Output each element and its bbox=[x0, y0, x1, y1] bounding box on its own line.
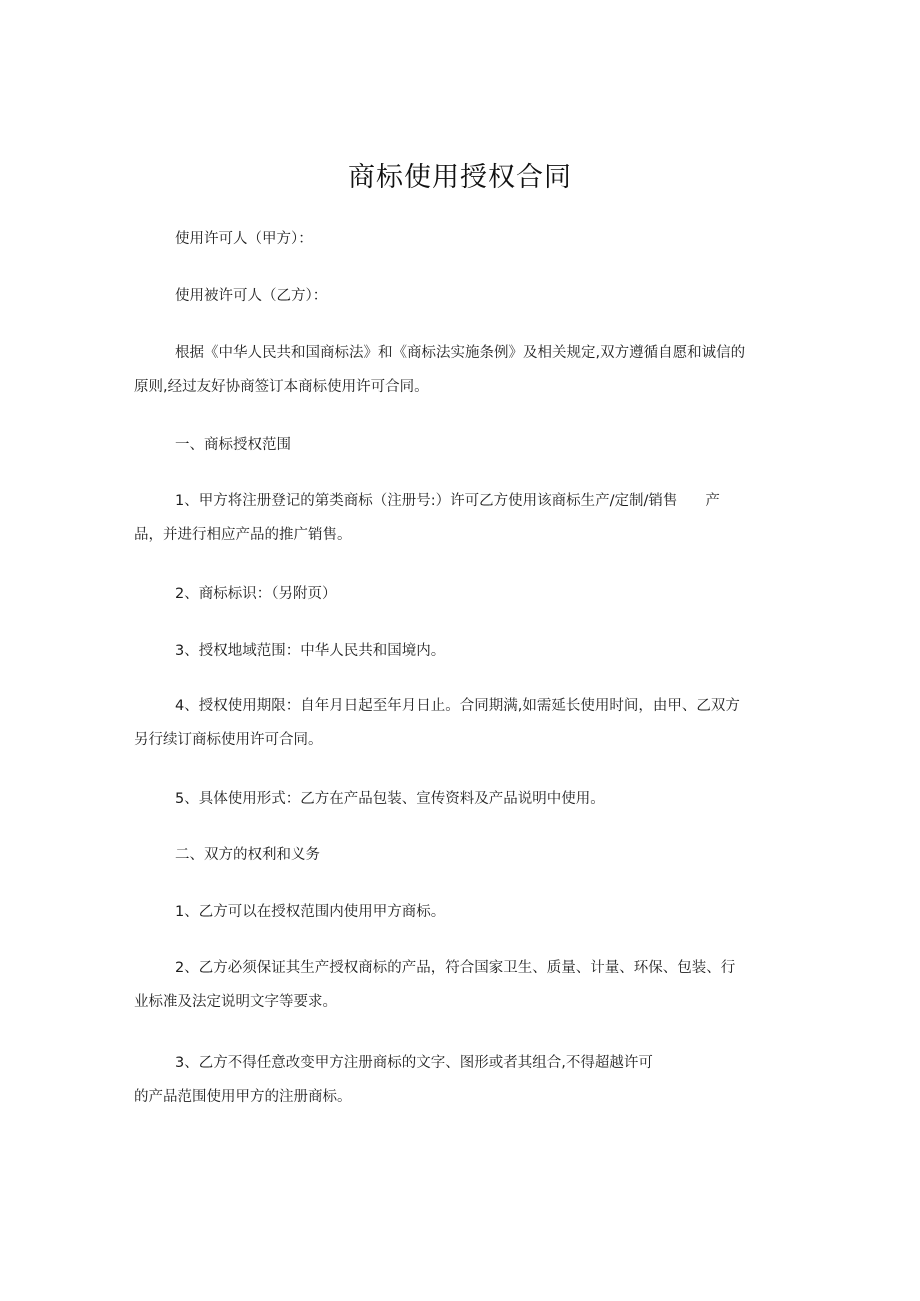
licensee-label: 使用被许可人（乙方）： bbox=[175, 288, 328, 304]
section-1-item-1-line-2: 品，并进行相应产品的推广销售。 bbox=[134, 527, 352, 543]
section-1-item-4-line-1: 4、授权使用期限：自年月日起至年月日止。合同期满,如需延长使用时间，由甲、乙双方 bbox=[175, 698, 740, 714]
licensor-label: 使用许可人（甲方）： bbox=[175, 231, 313, 247]
section-1-item-1-text: 1、甲方将注册登记的第类商标（注册号:）许可乙方使用该商标生产/定制/销售 bbox=[175, 493, 678, 509]
section-1-heading: 一、商标授权范围 bbox=[175, 437, 291, 453]
section-1-item-1-tail: 产 bbox=[705, 493, 720, 509]
section-1-item-3: 3、授权地域范围：中华人民共和国境内。 bbox=[175, 643, 446, 659]
section-2-item-3-line-2: 的产品范围使用甲方的注册商标。 bbox=[134, 1089, 352, 1105]
page-title: 商标使用授权合同 bbox=[348, 162, 572, 193]
section-2-heading: 二、双方的权利和义务 bbox=[175, 847, 320, 863]
section-2-item-2-line-2: 业标准及法定说明文字等要求。 bbox=[134, 994, 337, 1010]
section-2-item-3-line-1: 3、乙方不得任意改变甲方注册商标的文字、图形或者其组合,不得超越许可 bbox=[175, 1055, 653, 1071]
section-1-item-2: 2、商标标识：（另附页） bbox=[175, 586, 337, 602]
preamble-line-1: 根据《中华人民共和国商标法》和《商标法实施条例》及相关规定,双方遵循自愿和诚信的 bbox=[175, 345, 746, 361]
section-1-item-5: 5、具体使用形式：乙方在产品包装、宣传资料及产品说明中使用。 bbox=[175, 791, 605, 807]
section-1-item-1-line-1 bbox=[175, 491, 720, 511]
preamble-line-2: 原则,经过友好协商签订本商标使用许可合同。 bbox=[134, 379, 429, 395]
section-2-item-1: 1、乙方可以在授权范围内使用甲方商标。 bbox=[175, 904, 446, 920]
section-2-item-2-line-1: 2、乙方必须保证其生产授权商标的产品，符合国家卫生、质量、计量、环保、包装、行 bbox=[175, 960, 736, 976]
section-1-item-4-line-2: 另行续订商标使用许可合同。 bbox=[134, 732, 323, 748]
